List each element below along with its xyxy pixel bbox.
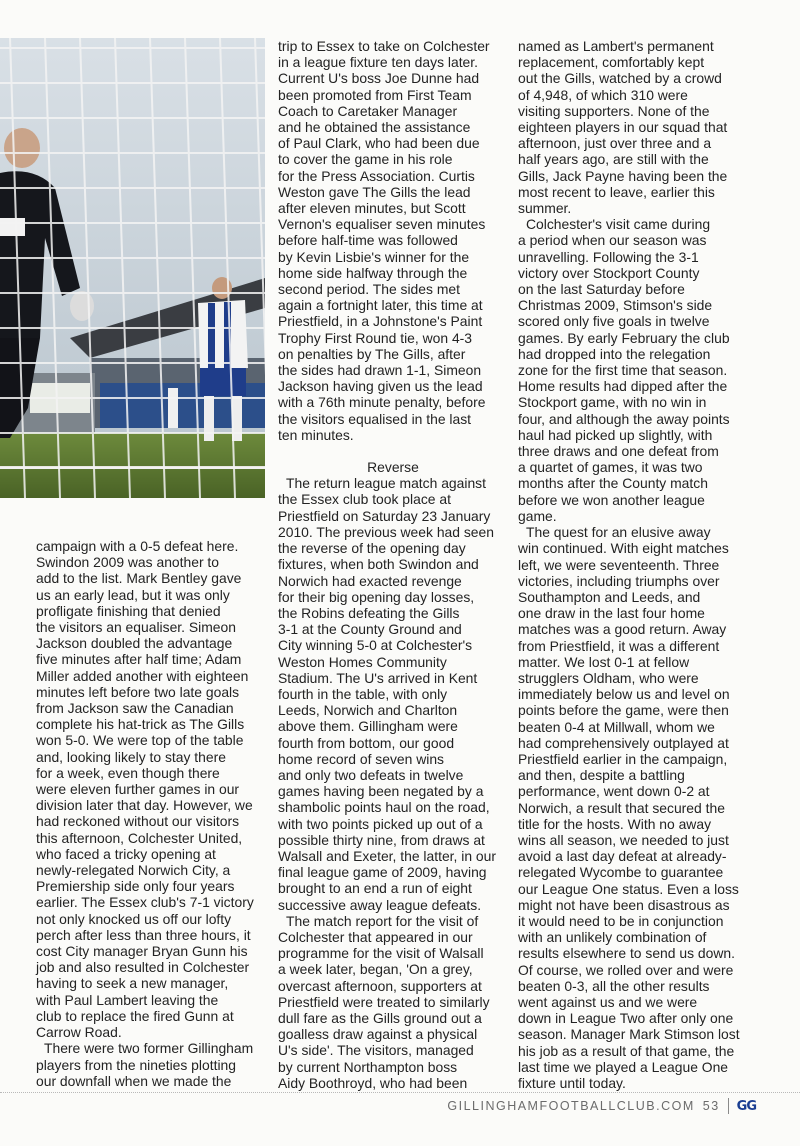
text-line: out the Gills, watched by a crowd (518, 70, 722, 87)
text-line: above them. Gillingham were (278, 718, 458, 735)
text-line: beaten 0-3, all the other results (518, 977, 710, 994)
text-line: who faced a tricky opening at (36, 845, 216, 862)
text-line: to cover the game in his role (278, 151, 453, 168)
text-line: in a league fixture ten days later. (278, 54, 478, 71)
text-line: been promoted from First Team (278, 86, 472, 103)
text-line: earlier. The Essex club's 7-1 victory (36, 894, 254, 911)
text-line: victories, including triumphs over (518, 572, 720, 589)
text-line: Weston Homes Community (278, 653, 447, 670)
text-line: final league game of 2009, having (278, 864, 487, 881)
text-line: with Paul Lambert leaving the (36, 991, 219, 1008)
text-line: summer. (518, 200, 572, 217)
text-line: zone for the first time that season. (518, 362, 728, 379)
text-line: games having been negated by a (278, 783, 484, 800)
text-line: complete his hat-trick as The Gills (36, 716, 245, 733)
text-line: home record of seven wins (278, 750, 444, 767)
text-line: having to seek a new manager, (36, 975, 229, 992)
text-line: won 5-0. We were top of the table (36, 732, 244, 749)
text-line: scored only five goals in twelve (518, 313, 710, 330)
article-column-1 (36, 538, 266, 1089)
text-line: matches was a good return. Away (518, 621, 727, 638)
text-line: after eleven minutes, but Scott (278, 200, 466, 217)
text-line: before half-time was followed (278, 232, 458, 249)
text-line: Current U's boss Joe Dunne had (278, 70, 480, 87)
text-line: from Priestfield, it was a different (518, 637, 720, 654)
text-line: home side halfway through the (278, 264, 468, 281)
text-line: title for the hosts. With no away (518, 815, 712, 832)
text-line: might not have been disastrous as (518, 896, 730, 913)
text-line: our downfall when we made the (36, 1072, 232, 1089)
text-line: job and also resulted in Colchester (36, 959, 250, 976)
text-line: campaign with a 0-5 defeat here. (36, 538, 239, 554)
text-line: on penalties by The Gills, after (278, 345, 466, 362)
text-line: season. Manager Mark Stimson lost (518, 1026, 740, 1043)
text-line: fixtures, when both Swindon and (278, 556, 479, 573)
text-line: games. By early February the club (518, 329, 730, 346)
text-line: the Robins defeating the Gills (278, 604, 460, 621)
text-line: 3-1 at the County Ground and (278, 621, 462, 638)
text-line: division later that day. However, we (36, 797, 253, 814)
text-line: fourth from bottom, our good (278, 734, 455, 751)
text-line: strugglers Oldham, who were (518, 669, 699, 686)
text-line: our League One status. Even a loss (518, 880, 739, 897)
text-line: and then, despite a battling (518, 767, 685, 784)
text-line: matter. We lost 0-1 at fellow (518, 653, 690, 670)
text-line: before we won another league (518, 491, 705, 508)
text-line: and only two defeats in twelve (278, 766, 464, 783)
text-line: Stadium. The U's arrived in Kent (278, 669, 478, 686)
text-line: had comprehensively outplayed at (518, 734, 729, 751)
text-line: Priestfield, in a Johnstone's Paint (278, 313, 483, 330)
article-column-2 (278, 38, 508, 1091)
text-line: avoid a last day defeat at already- (518, 848, 727, 865)
text-line: goalless draw against a physical (278, 1026, 478, 1043)
text-line: Miller added another with eighteen (36, 667, 249, 684)
text-line: the reverse of the opening day (278, 540, 466, 557)
text-line: Of course, we rolled over and were (518, 961, 734, 978)
text-line: eighteen players in our squad that (518, 119, 728, 136)
text-line: game. (518, 507, 557, 524)
text-line: left, we were seventeenth. Three (518, 556, 720, 573)
photo-illustration (0, 38, 265, 498)
text-line: Christmas 2009, Stimson's side (518, 297, 713, 314)
text-line: it would need to be in conjunction (518, 912, 724, 929)
text-line: most recent to leave, earlier this (518, 183, 715, 200)
line-spacer (278, 443, 508, 459)
text-line: Leeds, Norwich and Charlton (278, 702, 458, 719)
text-line: possible thirty nine, from draws at (278, 831, 485, 848)
text-line: players from the nineties plotting (36, 1056, 236, 1073)
text-line: from Jackson saw the Canadian (36, 700, 234, 717)
text-line: Colchester that appeared in our (278, 928, 473, 945)
text-line: down in League Two after only one (518, 1010, 734, 1027)
text-line: add to the list. Mark Bentley gave (36, 570, 242, 587)
paragraph-start-line: There were two former Gillingham (44, 1040, 254, 1057)
text-line: by current Northampton boss (278, 1058, 458, 1075)
text-line: Carrow Road. (36, 1024, 122, 1041)
footer-site-url: GILLINGHAMFOOTBALLCLUB.COM (447, 1099, 695, 1113)
text-line: the visitors an equaliser. Simeon (36, 619, 236, 636)
text-line: programme for the visit of Walsall (278, 945, 484, 962)
article-column-3 (518, 38, 748, 1091)
text-line: wins all season, we needed to just (518, 831, 729, 848)
text-line: five minutes after half time; Adam (36, 651, 242, 668)
text-line: Aidy Boothroyd, who had been (278, 1074, 468, 1091)
text-line: a week later, began, 'On a grey, (278, 961, 473, 978)
text-line: the sides had drawn 1-1, Simeon (278, 362, 482, 379)
text-line: Stockport game, with no win in (518, 394, 707, 411)
text-line: City winning 5-0 at Colchester's (278, 637, 473, 654)
text-line: haul had picked up slightly, with (518, 426, 713, 443)
text-line: overcast afternoon, supporters at (278, 977, 482, 994)
text-line: replacement, comfortably kept (518, 54, 705, 71)
text-line: successive away league defeats. (278, 896, 482, 913)
text-line: of 4,948, of which 310 were (518, 86, 688, 103)
text-line: with two points picked up out of a (278, 815, 483, 832)
paragraph-start-line: The match report for the visit of (286, 912, 479, 929)
paragraph-start-line: The quest for an elusive away (526, 524, 711, 541)
text-line: and, looking likely to stay there (36, 748, 226, 765)
text-line: 2010. The previous week had seen (278, 523, 494, 540)
text-line: trip to Essex to take on Colchester (278, 38, 490, 54)
text-line: Trophy First Round tie, won 4-3 (278, 329, 473, 346)
footer-page-number: 53 (702, 1099, 720, 1113)
text-line: win continued. With eight matches (518, 540, 729, 557)
text-line: this afternoon, Colchester United, (36, 829, 243, 846)
text-line: Jackson having given us the lead (278, 378, 483, 395)
text-line: for their big opening day losses, (278, 588, 475, 605)
text-line: beaten 0-4 at Millwall, whom we (518, 718, 715, 735)
text-line: perch after less than three hours, it (36, 926, 251, 943)
text-line: by Kevin Lisbie's winner for the (278, 248, 470, 265)
text-line: profligate finishing that denied (36, 602, 221, 619)
text-line: for the Press Association. Curtis (278, 167, 475, 184)
footer-separator (728, 1098, 729, 1114)
text-line: Weston gave The Gills the lead (278, 183, 471, 200)
text-line: Vernon's equaliser seven minutes (278, 216, 486, 233)
text-line: relegated Wycombe to guarantee (518, 864, 724, 881)
text-line: second period. The sides met (278, 281, 460, 298)
text-line: three draws and one defeat from (518, 443, 719, 460)
text-line: us an early lead, but it was only (36, 586, 230, 603)
text-line: visiting supporters. None of the (518, 102, 710, 119)
club-logo-icon: GG (736, 1098, 756, 1114)
text-line: Norwich, a result that secured the (518, 799, 725, 816)
text-line: club to replace the fired Gunn at (36, 1007, 234, 1024)
text-line: Walsall and Exeter, the latter, in our (278, 847, 496, 864)
footer-divider (0, 1092, 800, 1093)
section-subheading: Reverse (367, 459, 419, 476)
text-line: for a week, even though there (36, 764, 220, 781)
text-line: a quartet of games, it was two (518, 459, 703, 476)
text-line: Priestfield were treated to similarly (278, 993, 490, 1010)
text-line: of Paul Clark, who had been due (278, 135, 480, 152)
text-line: had reckoned without our visitors (36, 813, 240, 830)
text-line: newly-relegated Norwich City, a (36, 862, 231, 879)
text-line: victory over Stockport County (518, 264, 700, 281)
text-line: one draw in the last four home (518, 605, 705, 622)
text-line: results elsewhere to send us down. (518, 945, 735, 962)
text-line: Priestfield on Saturday 23 January (278, 507, 491, 524)
text-line: performance, went down 0-2 at (518, 783, 710, 800)
text-line: last time we played a League One (518, 1058, 729, 1075)
text-line: with an unlikely combination of (518, 929, 707, 946)
text-line: and he obtained the assistance (278, 119, 471, 136)
text-line: Jackson doubled the advantage (36, 635, 233, 652)
text-line: Gills, Jack Payne having been the (518, 167, 728, 184)
text-line: had dropped into the relegation (518, 345, 711, 362)
text-line: again a fortnight later, this time at (278, 297, 483, 314)
text-line: brought to an end a run of eight (278, 880, 472, 897)
page-footer (447, 1098, 756, 1114)
match-photo (0, 38, 265, 498)
text-line: on the last Saturday before (518, 281, 685, 298)
paragraph-start-line: Colchester's visit came during (526, 216, 711, 233)
text-line: Premiership side only four years (36, 878, 235, 895)
text-line: Coach to Caretaker Manager (278, 102, 458, 119)
text-line: unravelling. Following the 3-1 (518, 248, 699, 265)
text-line: were eleven further games in our (36, 781, 240, 798)
text-line: a period when our season was (518, 232, 707, 249)
text-line: fixture until today. (518, 1075, 626, 1091)
text-line: immediately below us and level on (518, 686, 730, 703)
text-line: Home results had dipped after the (518, 378, 728, 395)
text-line: months after the County match (518, 475, 708, 492)
text-line: points before the game, were then (518, 702, 729, 719)
text-line: the Essex club took place at (278, 491, 451, 508)
text-line: Priestfield earlier in the campaign, (518, 750, 728, 767)
text-line: four, and although the away points (518, 410, 730, 427)
text-line: his job as a result of that game, the (518, 1042, 735, 1059)
text-line: with a 76th minute penalty, before (278, 394, 486, 411)
text-line: ten minutes. (278, 426, 354, 443)
text-line: went against us and we were (518, 993, 698, 1010)
text-line: minutes left before two late goals (36, 683, 240, 700)
text-line: fourth in the table, with only (278, 685, 448, 702)
text-line: dull fare as the Gills ground out a (278, 1009, 482, 1026)
text-line: the visitors equalised in the last (278, 410, 472, 427)
text-line: Norwich had exacted revenge (278, 572, 462, 589)
text-line: cost City manager Bryan Gunn his (36, 943, 248, 960)
paragraph-start-line: The return league match against (286, 475, 486, 492)
text-line: U's side'. The visitors, managed (278, 1042, 474, 1059)
text-line: shambolic points haul on the road, (278, 799, 490, 816)
text-line: half years ago, are still with the (518, 151, 709, 168)
text-line: Swindon 2009 was another to (36, 554, 220, 571)
text-line: named as Lambert's permanent (518, 38, 714, 54)
text-line: afternoon, just over three and a (518, 135, 712, 152)
text-line: Southampton and Leeds, and (518, 588, 701, 605)
text-line: not only knocked us off our lofty (36, 910, 232, 927)
